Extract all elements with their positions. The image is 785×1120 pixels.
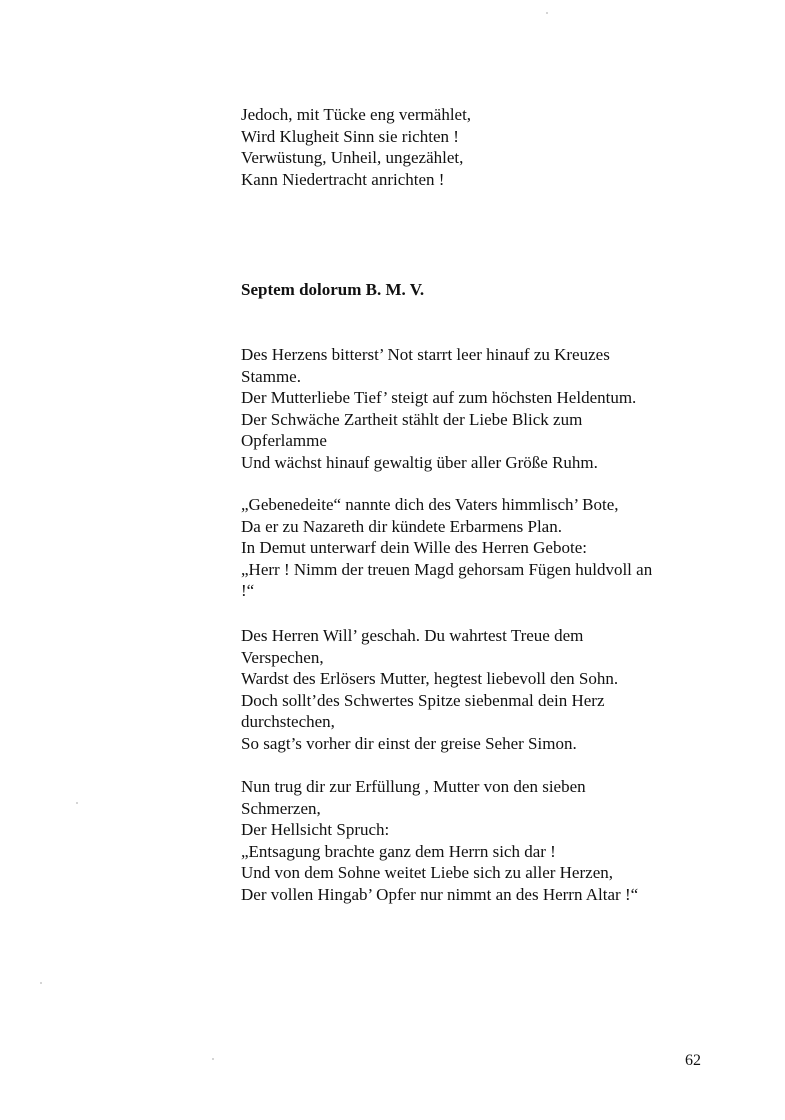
verse-line: „Entsagung brachte ganz dem Herrn sich dar ! — [241, 841, 556, 861]
verse-line: Verspechen, — [241, 647, 324, 667]
verse-line: Nun trug dir zur Erfüllung , Mutter von den sieben — [241, 777, 586, 796]
verse-line: Der vollen Hingab’ Opfer nur nimmt an des Herrn Altar !“ — [241, 884, 639, 904]
scan-speck — [40, 982, 42, 984]
page-number: 62 — [685, 1052, 701, 1069]
scan-speck — [546, 12, 548, 14]
verse-line: Des Herren Will’ geschah. Du wahrtest Treue dem — [241, 626, 584, 645]
verse-line: In Demut unterwarf dein Wille des Herren Gebote: — [241, 538, 587, 558]
verse-line: Der Hellsicht Spruch: — [241, 820, 390, 840]
verse-line: Und von dem Sohne weitet Liebe sich zu aller Herzen, — [241, 863, 613, 883]
verse-line: So sagt’s vorher dir einst der greise Seher Simon. — [241, 733, 577, 753]
verse-line: Und wächst hinauf gewaltig über aller Größe Ruhm. — [241, 452, 598, 472]
stanza-3 — [241, 625, 721, 755]
stanza-1 — [241, 344, 721, 474]
poem-ending-stanza — [241, 104, 721, 190]
scan-speck — [76, 802, 78, 804]
verse-line: Kann Niedertracht anrichten ! — [241, 169, 445, 189]
poem-title: Septem dolorum B. M. V. — [241, 280, 425, 299]
verse-line: durchstechen, — [241, 712, 335, 732]
verse-line: Da er zu Nazareth dir kündete Erbarmens Plan. — [241, 516, 562, 536]
verse-line: Der Mutterliebe Tief’ steigt auf zum höchsten Heldentum. — [241, 388, 637, 408]
scan-speck — [212, 1058, 214, 1060]
verse-line: Jedoch, mit Tücke eng vermählet, — [241, 105, 472, 124]
verse-line: Des Herzens bitterst’ Not starrt leer hinauf zu Kreuzes — [241, 345, 610, 364]
verse-line: Opferlamme — [241, 431, 327, 451]
verse-line: Wardst des Erlösers Mutter, hegtest liebevoll den Sohn. — [241, 669, 619, 689]
verse-line: Stamme. — [241, 366, 301, 386]
stanza-4 — [241, 776, 721, 906]
verse-line: Schmerzen, — [241, 798, 321, 818]
verse-line: „Herr ! Nimm der treuen Magd gehorsam Fügen huldvoll an — [241, 559, 653, 579]
verse-line: Doch sollt’des Schwertes Spitze siebenmal dein Herz — [241, 690, 605, 710]
verse-line: !“ — [241, 581, 255, 601]
verse-line: Wird Klugheit Sinn sie richten ! — [241, 126, 459, 146]
verse-line: Verwüstung, Unheil, ungezählet, — [241, 148, 464, 168]
stanza-2 — [241, 494, 721, 602]
verse-line: Der Schwäche Zartheit stählt der Liebe Blick zum — [241, 409, 583, 429]
verse-line: „Gebenedeite“ nannte dich des Vaters himmlisch’ Bote, — [241, 495, 619, 514]
